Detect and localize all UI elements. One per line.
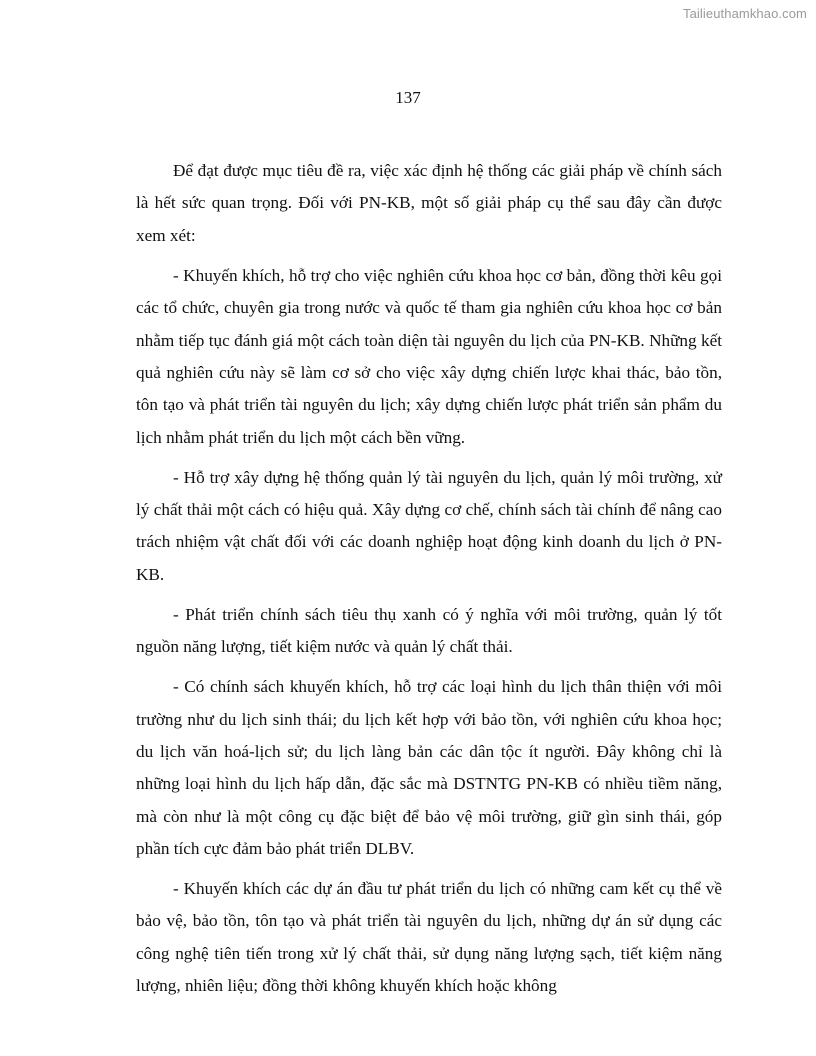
paragraph-resource-management: - Hỗ trợ xây dựng hệ thống quản lý tài nguyên du lịch, quản lý môi trường, xử lý chất thải một cách có hiệu quả. Xây dựng cơ chế, chính sách tài chính để nâng cao trách nhiệm vật chất đối với các doanh nghiệp hoạt động kinh doanh du lịch ở PN-KB.	[136, 467, 722, 584]
watermark-text: Tailieuthamkhao.com	[682, 6, 807, 21]
paragraph-green-consumption: - Phát triển chính sách tiêu thụ xanh có ý nghĩa với môi trường, quản lý tốt nguồn năng lượng, tiết kiệm nước và quản lý chất thải.	[136, 604, 722, 657]
page-number: 137	[395, 88, 421, 107]
paragraph-intro: Để đạt được mục tiêu đề ra, việc xác định hệ thống các giải pháp về chính sách là hết sức quan trọng. Đối với PN-KB, một số giải pháp cụ thể sau đây cần được xem xét:	[136, 161, 722, 245]
paragraph-basic-research: - Khuyến khích, hỗ trợ cho việc nghiên cứu khoa học cơ bản, đồng thời kêu gọi các tổ chức, chuyên gia trong nước và quốc tế tham gia nghiên cứu khoa học cơ bản nhằm tiếp tục đánh giá một cách toàn diện tài nguyên du lịch của PN-KB. Những kết quả nghiên cứu này sẽ làm cơ sở cho việc xây dựng chiến lược khai thác, bảo tồn, tôn tạo và phát triển tài nguyên du lịch; xây dựng chiến lược phát triển sản phẩm du lịch nhằm phát triển du lịch một cách bền vững.	[136, 265, 722, 447]
paragraph-investment-projects: - Khuyến khích các dự án đầu tư phát triển du lịch có những cam kết cụ thể về bảo vệ, bảo tồn, tôn tạo và phát triển tài nguyên du lịch, những dự án sử dụng các công nghệ tiên tiến trong xử lý chất thải, sử dụng năng lượng sạch, tiết kiệm năng lượng, nhiên liệu; đồng thời không khuyến khích hoặc không	[136, 879, 722, 996]
paragraph-eco-tourism: - Có chính sách khuyến khích, hỗ trợ các loại hình du lịch thân thiện với môi trường như du lịch sinh thái; du lịch kết hợp với bảo tồn, với nghiên cứu khoa học; du lịch văn hoá-lịch sử; du lịch làng bản các dân tộc ít người. Đây không chỉ là những loại hình du lịch hấp dẫn, đặc sắc mà DSTNTG PN-KB có nhiều tiềm năng, mà còn như là một công cụ đặc biệt để bảo vệ môi trường, giữ gìn sinh thái, góp phần tích cực đảm bảo phát triển DLBV.	[136, 677, 722, 859]
document-body	[136, 155, 722, 1010]
